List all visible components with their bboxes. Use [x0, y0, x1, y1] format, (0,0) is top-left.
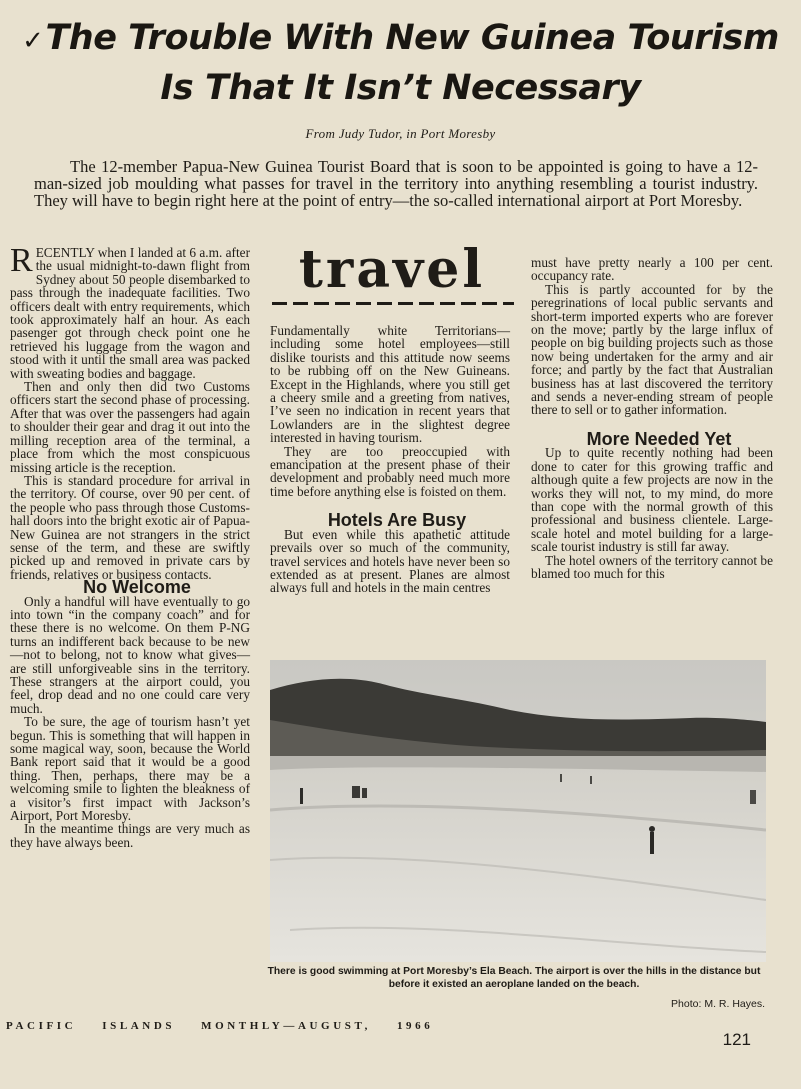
photo-caption: There is good swimming at Port Moresby’s Ela Beach. The airport is over the hills in the distance but before it existed an aeroplane landed on the beach. [267, 966, 761, 990]
col1-paragraph-1 [10, 242, 250, 381]
beach-photo-illustration [270, 660, 766, 962]
col3-paragraph-3: Up to quite recently nothing had been done to cater for this growing traffic and although quite a few projects are now in the works they will not, to my mind, do more than cope with the normal growth of this professional and business clientele. Large-scale hotel and motel building for a large-scale tourist industry is still far away. [531, 445, 773, 555]
byline: From Judy Tudor, in Port Moresby [305, 126, 496, 141]
headline-line-2: Is That It Isn’t Necessary [160, 68, 641, 108]
column-3 [531, 256, 773, 580]
col1-paragraph-1-text: ECENTLY when I landed at 6 a.m. after the usual midnight-to-dawn flight from Sydney about 50 people disembarked to pass through the inadequate facilities. Two officers dealt with entry requirements, which took approximately half an hour. As each pasenger got through check point one he retrieved his luggage from the wagon and stood with it until the small area was packed with sweating bodies and baggage. [10, 245, 250, 381]
headline-text-1: The Trouble With New Guinea Tourism [45, 18, 779, 58]
col1-paragraph-5: To be sure, the age of tourism hasn’t yet begun. This is something that will happen in some magical way, soon, because the World Bank report said that it would be a good thing. Then, perhaps, there may be a welcoming smile to lighten the bleakness of a visitor’s first impact with Jackson’s Airport, Port Moresby. [10, 714, 250, 824]
drop-cap: R [10, 242, 33, 279]
column-1 [10, 242, 250, 850]
subhead-more-needed-yet: More Needed Yet [586, 428, 732, 449]
check-mark: ✓ [22, 26, 44, 56]
travel-section-label: travel [298, 239, 486, 300]
column-2 [270, 324, 510, 595]
headline-line-1 [0, 18, 801, 58]
beach-photo [270, 660, 766, 962]
col2-paragraph-1: Fundamentally white Territorians—including some hotel employees—still dislike tourists and this attitude now seems to be rubbing off on the New Guineans. Except in the Highlands, where you still get a cheery smile and a greeting from natives, I’ve seen no indication in recent years that Lowlanders are in the slightest degree interested in having tourism. [270, 323, 510, 446]
col3-paragraph-2: This is partly accounted for by the peregrinations of local public servants and short-term imported experts who are forever on the move; partly by the large influx of people on big building projects such as those now being undertaken for the army and air force; and partly by the fact that Australian business has at last discovered the territory and sends a never-ending stream of people there to sell or to gather information. [531, 281, 773, 418]
footer-word-1: PACIFIC [6, 1020, 77, 1032]
col1-paragraph-4: Only a handful will have eventually to go into town “in the company coach” and for these there is no welcome. On them P-NG turns an indifferent back because to be new—not to belong, not to know what gives—are still unforgiveable sins in the territory. These strangers at the airport could, you feel, drop dead and no one could care very much. [10, 593, 250, 716]
col1-paragraph-2: Then and only then did two Customs officers start the second phase of processing. After that was over the passengers had again to shoulder their gear and drag it out into the milling reception area of the terminal, a place from which the most conspicuous missing article is the reception. [10, 379, 250, 475]
col1-paragraph-6: In the meantime things are very much as they have always been. [10, 821, 250, 850]
footer-year: 1966 [396, 1020, 434, 1032]
footer-word-3: MONTHLY—AUGUST, [201, 1020, 371, 1032]
intro-paragraph: The 12-member Papua-New Guinea Tourist Board that is soon to be appointed is going to have a 12-man-sized job moulding what passes for travel in the territory into anything resembling a tourist industry. They will have to begin right here at the point of entry—the so-called international airport at Port Moresby. [34, 157, 758, 210]
col3-paragraph-1: must have pretty nearly a 100 per cent. occupancy rate. [531, 255, 773, 284]
col2-paragraph-3: But even while this apathetic attitude prevails over so much of the community, travel services and hotels have never been so extended as at present. Planes are almost always full and hotels in the main centres [270, 526, 510, 596]
footer-word-2: ISLANDS [102, 1020, 176, 1032]
photo-credit: Photo: M. R. Hayes. [671, 998, 765, 1010]
col2-paragraph-2: They are too preoccupied with emancipation at the present phase of their development and probably need much more time before anything else is foisted on them. [270, 443, 510, 499]
subhead-hotels-are-busy: Hotels Are Busy [327, 510, 467, 531]
footer [6, 1020, 459, 1032]
dashed-rule [272, 302, 514, 305]
col1-paragraph-3: This is standard procedure for arrival in the territory. Of course, over 90 per cent. of the people who pass through those Customs-hall doors into the bright exotic air of Papua-New Guinea are not strangers in the strict sense of the term, and these are swiftly picked up and removed in private cars by friends, relatives or business contacts. [10, 472, 250, 582]
col3-paragraph-4: The hotel owners of the territory cannot be blamed too much for this [531, 552, 773, 581]
subhead-no-welcome: No Welcome [83, 577, 191, 598]
page-number: 121 [722, 1030, 751, 1049]
